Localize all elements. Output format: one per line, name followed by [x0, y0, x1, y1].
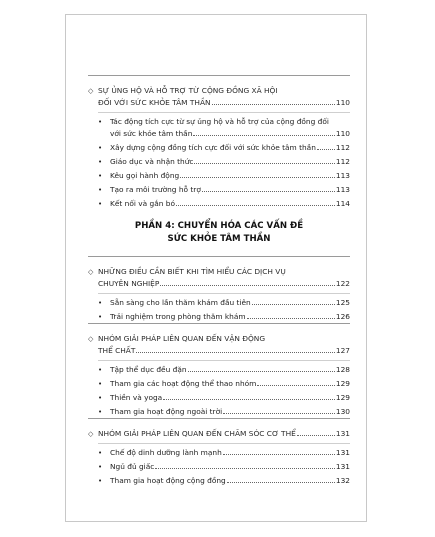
heading-line: SỰ ỦNG HỘ VÀ HỖ TRỢ TỪ CỘNG ĐỒNG XÃ HỘI [98, 86, 278, 95]
section-divider [88, 75, 350, 76]
entry-title: Giáo dục và nhận thức [110, 157, 194, 166]
toc-section [88, 75, 350, 210]
subsection-divider [98, 360, 350, 361]
dot-leader [160, 285, 335, 286]
toc-item-body [110, 116, 350, 140]
bullet-icon: • [98, 313, 103, 321]
page-number: 126 [335, 312, 350, 321]
toc-item-body [110, 198, 350, 210]
dot-leader [257, 385, 335, 386]
bullet-icon: • [98, 186, 103, 194]
entry-title: Trải nghiệm trong phòng thăm khám [110, 312, 246, 321]
diamond-bullet-icon: ◇ [88, 430, 94, 438]
diamond-bullet-icon: ◇ [88, 335, 94, 343]
entry-title: Tạo ra môi trường hỗ trợ [110, 185, 201, 194]
item-entry [110, 184, 350, 196]
toc-item [88, 378, 350, 390]
section-heading-text [98, 266, 350, 290]
section-heading [88, 428, 350, 440]
dot-leader [136, 352, 335, 353]
toc-item-body [110, 156, 350, 168]
dot-leader [252, 304, 335, 305]
page-number: 129 [335, 393, 350, 402]
dot-leader [193, 135, 334, 136]
toc-item [88, 142, 350, 154]
toc-item-body [110, 447, 350, 459]
entry-title: Xây dựng cộng đồng tích cực đối với sức khỏe tâm thần [110, 143, 316, 152]
item-entry [110, 364, 350, 376]
heading-entry [98, 97, 350, 109]
bullet-icon: • [98, 299, 103, 307]
toc-item-body [110, 142, 350, 154]
dot-leader [163, 399, 335, 400]
toc-item [88, 475, 350, 487]
toc-item [88, 364, 350, 376]
toc-item [88, 116, 350, 140]
entry-title: NHÓM GIẢI PHÁP LIÊN QUAN ĐẾN CHĂM SÓC CƠ THỂ [98, 429, 296, 438]
section-heading [88, 333, 350, 357]
item-entry [110, 142, 350, 154]
dot-leader [247, 318, 335, 319]
page-number: 110 [335, 98, 350, 107]
page-number: 131 [335, 448, 350, 457]
page-number: 110 [335, 129, 350, 138]
section-divider [88, 323, 350, 324]
page-number: 114 [335, 199, 350, 208]
toc-item [88, 156, 350, 168]
entry-title: Tập thể dục đều đặn [110, 365, 187, 374]
page-number: 130 [335, 407, 350, 416]
item-entry [110, 311, 350, 323]
item-entry [110, 378, 350, 390]
entry-title: với sức khỏe tâm thần [110, 129, 193, 138]
entry-title: Chế độ dinh dưỡng lành mạnh [110, 448, 222, 457]
toc-item-body [110, 406, 350, 418]
item-entry [110, 392, 350, 404]
entry-title: CHUYÊN NGHIỆP [98, 279, 160, 288]
diamond-bullet-icon: ◇ [88, 87, 94, 95]
bullet-icon: • [98, 200, 103, 208]
toc-item-body [110, 311, 350, 323]
toc-item [88, 447, 350, 459]
page-number: 113 [335, 171, 350, 180]
dot-leader [227, 482, 335, 483]
toc-item [88, 184, 350, 196]
toc-item-body [110, 392, 350, 404]
toc-item [88, 311, 350, 323]
dot-leader [212, 104, 335, 105]
part-title-line: SỨC KHỎE TÂM THẦN [167, 234, 271, 244]
section-divider [88, 256, 350, 257]
toc-item [88, 170, 350, 182]
page-number: 112 [335, 143, 350, 152]
subsection-divider [98, 293, 350, 294]
item-entry [110, 447, 350, 459]
book-page [65, 14, 367, 522]
page-number: 131 [335, 429, 350, 438]
heading-entry [98, 278, 350, 290]
toc-item-body [110, 184, 350, 196]
toc-item [88, 297, 350, 309]
dot-leader [176, 205, 335, 206]
item-entry [110, 156, 350, 168]
dot-leader [188, 371, 335, 372]
entry-title: Kêu gọi hành động [110, 171, 180, 180]
subsection-divider [98, 112, 350, 113]
item-entry [110, 297, 350, 309]
bullet-icon: • [98, 118, 103, 126]
entry-title: Sẵn sàng cho lần thăm khám đầu tiên [110, 298, 251, 307]
toc-item-body [110, 297, 350, 309]
page-number: 112 [335, 157, 350, 166]
heading-entry [98, 345, 350, 357]
section-heading-text [98, 333, 350, 357]
page-number: 129 [335, 379, 350, 388]
section-heading-text [98, 428, 350, 440]
bullet-icon: • [98, 172, 103, 180]
toc-section [88, 323, 350, 418]
toc-section [88, 256, 350, 323]
entry-title: ĐỐI VỚI SỨC KHỎE TÂM THẦN [98, 98, 211, 107]
part-title [88, 220, 350, 246]
subsection-divider [98, 443, 350, 444]
heading-entry [98, 428, 350, 440]
entry-title: Tham gia hoạt động cộng đồng [110, 476, 226, 485]
item-entry [110, 475, 350, 487]
item-entry [110, 406, 350, 418]
bullet-icon: • [98, 158, 103, 166]
bullet-icon: • [98, 477, 103, 485]
dot-leader [223, 454, 335, 455]
toc-section [88, 418, 350, 487]
page-number: 122 [335, 279, 350, 288]
page-number: 125 [335, 298, 350, 307]
section-heading [88, 85, 350, 109]
dot-leader [317, 149, 335, 150]
entry-title: Tham gia các hoạt động thể thao nhóm [110, 379, 257, 388]
page-number: 128 [335, 365, 350, 374]
toc-item-body [110, 378, 350, 390]
entry-title: Thiền và yoga [110, 393, 163, 402]
item-entry [110, 461, 350, 473]
heading-line: NHÓM GIẢI PHÁP LIÊN QUAN ĐẾN VẬN ĐỘNG [98, 334, 266, 343]
toc-item [88, 461, 350, 473]
toc-item [88, 406, 350, 418]
entry-title: Tham gia hoạt động ngoài trời [110, 407, 223, 416]
heading-line: NHỮNG ĐIỀU CẦN BIẾT KHI TÌM HIỂU CÁC DỊCH VỤ [98, 267, 286, 276]
dot-leader [194, 163, 334, 164]
toc-item-body [110, 364, 350, 376]
bullet-icon: • [98, 380, 103, 388]
entry-title: Ngủ đủ giấc [110, 462, 155, 471]
dot-leader [297, 435, 335, 436]
page-number: 131 [335, 462, 350, 471]
entry-title: Kết nối và gắn bó [110, 199, 175, 208]
item-entry [110, 198, 350, 210]
bullet-icon: • [98, 366, 103, 374]
bullet-icon: • [98, 394, 103, 402]
item-line: Tác động tích cực từ sự ủng hộ và hỗ trợ của cộng đồng đối [110, 117, 329, 126]
toc-item-body [110, 170, 350, 182]
item-entry [110, 170, 350, 182]
dot-leader [223, 413, 335, 414]
section-divider [88, 418, 350, 419]
toc-item [88, 392, 350, 404]
table-of-contents [88, 75, 350, 487]
bullet-icon: • [98, 449, 103, 457]
bullet-icon: • [98, 408, 103, 416]
dot-leader [202, 191, 335, 192]
section-heading [88, 266, 350, 290]
dot-leader [155, 468, 335, 469]
bullet-icon: • [98, 463, 103, 471]
section-heading-text [98, 85, 350, 109]
entry-title: THỂ CHẤT [98, 346, 136, 355]
toc-item-body [110, 475, 350, 487]
page-number: 113 [335, 185, 350, 194]
page-number: 127 [335, 346, 350, 355]
part-title-line: PHẦN 4: CHUYỂN HÓA CÁC VẤN ĐỀ [134, 221, 304, 231]
page-number: 132 [335, 476, 350, 485]
bullet-icon: • [98, 144, 103, 152]
toc-item-body [110, 461, 350, 473]
dot-leader [180, 177, 335, 178]
toc-item [88, 198, 350, 210]
diamond-bullet-icon: ◇ [88, 268, 94, 276]
item-entry [110, 128, 350, 140]
